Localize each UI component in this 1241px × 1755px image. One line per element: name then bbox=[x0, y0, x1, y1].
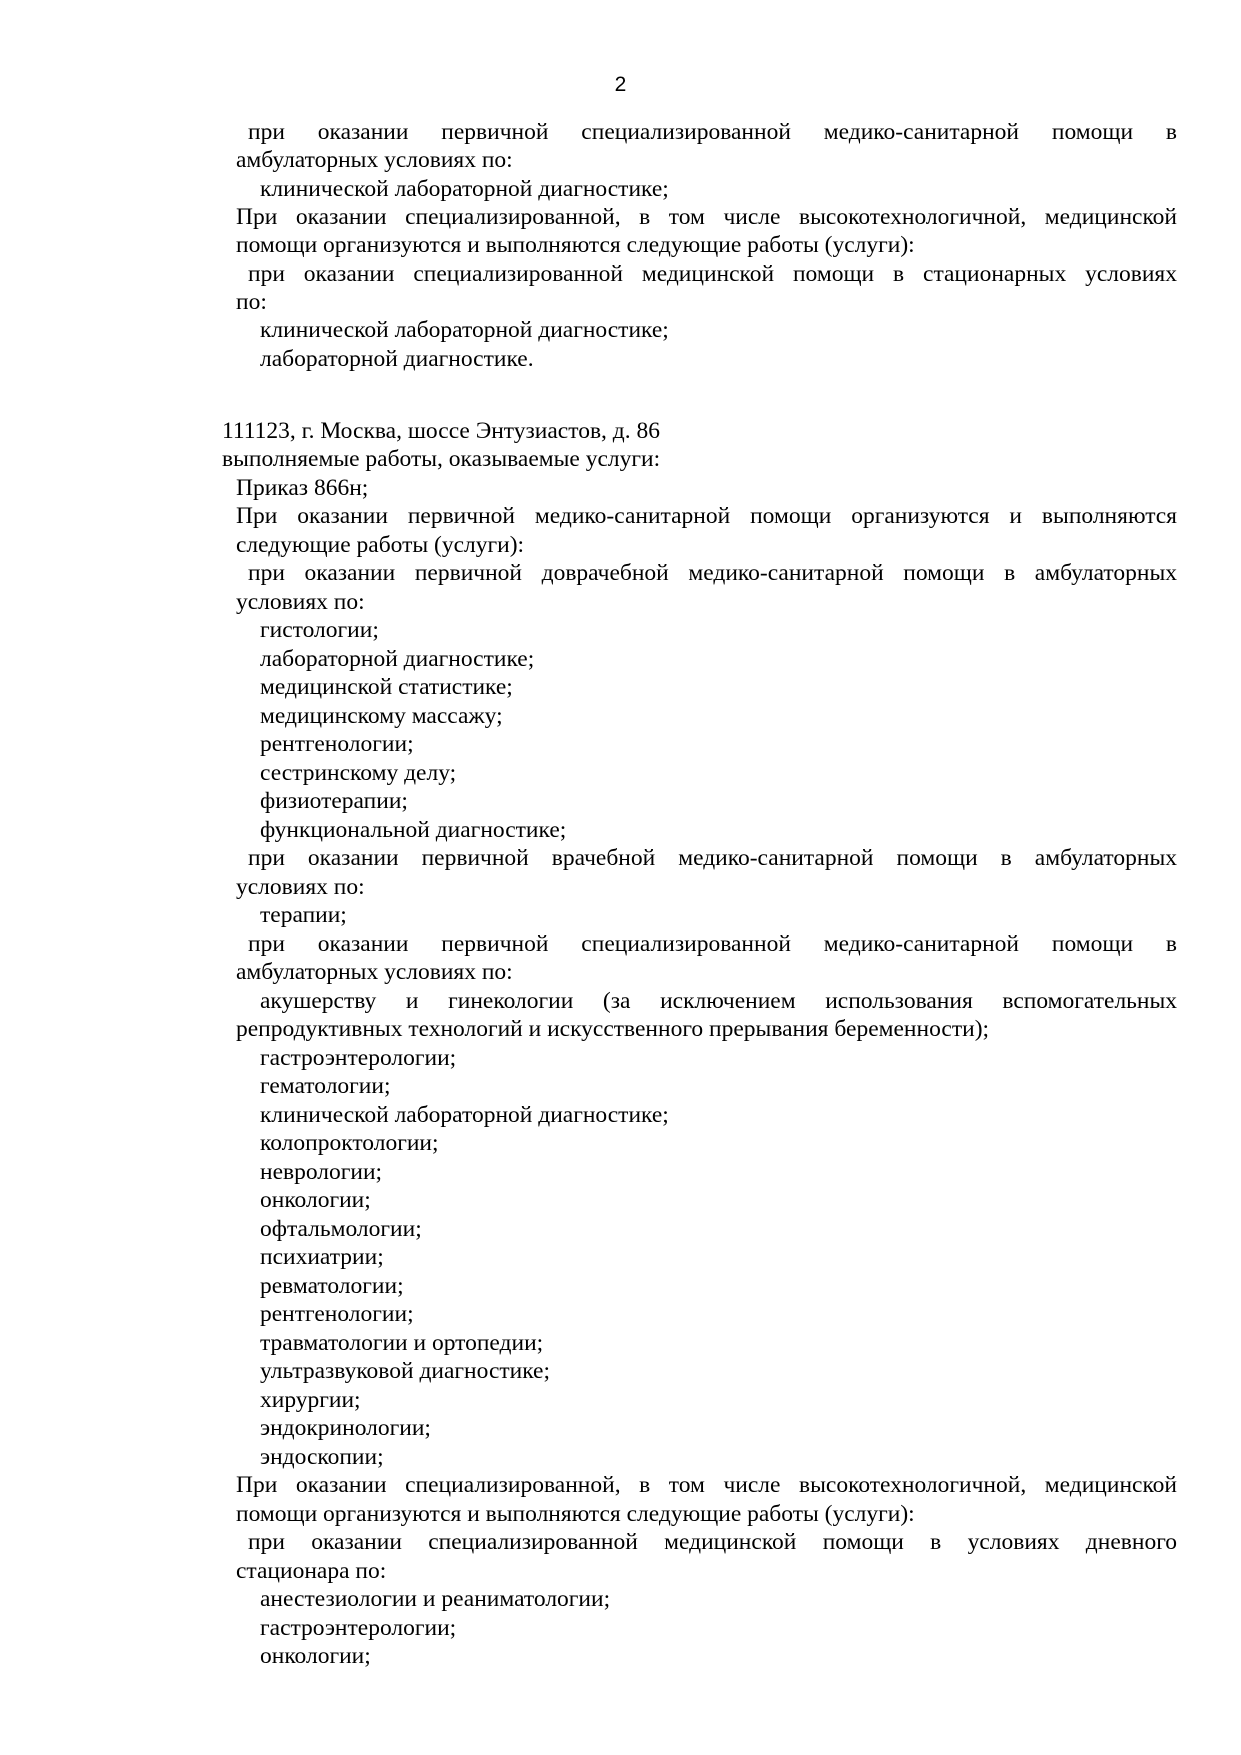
paragraph-line: условиях по: bbox=[236, 589, 365, 615]
list-item: рентгенологии; bbox=[260, 1301, 414, 1327]
list-item: медицинской статистике; bbox=[260, 674, 513, 700]
list-item: гематологии; bbox=[260, 1073, 391, 1099]
address: 111123, г. Москва, шоссе Энтузиастов, д. 86 bbox=[222, 418, 660, 444]
list-item: эндокринологии; bbox=[260, 1415, 431, 1441]
paragraph-line: следующие работы (услуги): bbox=[236, 532, 525, 558]
list-item: онкологии; bbox=[260, 1643, 371, 1669]
paragraph-line: при оказании специализированной медицинской помощи в стационарных условиях bbox=[248, 261, 1177, 287]
list-item: колопроктологии; bbox=[260, 1130, 439, 1156]
list-item: функциональной диагностике; bbox=[260, 817, 567, 843]
paragraph-line: при оказании первичной врачебной медико-санитарной помощи в амбулаторных bbox=[248, 845, 1177, 871]
list-item: офтальмологии; bbox=[260, 1216, 422, 1242]
paragraph-line: при оказании первичной специализированной медико-санитарной помощи в bbox=[248, 931, 1177, 957]
paragraph-line: при оказании первичной доврачебной медико-санитарной помощи в амбулаторных bbox=[248, 560, 1177, 586]
list-item: лабораторной диагностике. bbox=[260, 346, 534, 372]
list-item: физиотерапии; bbox=[260, 788, 408, 814]
paragraph-line: амбулаторных условиях по: bbox=[236, 147, 513, 173]
paragraph-line: условиях по: bbox=[236, 874, 365, 900]
order-reference: Приказ 866н; bbox=[236, 475, 369, 501]
list-item: сестринскому делу; bbox=[260, 760, 457, 786]
list-item: медицинскому массажу; bbox=[260, 703, 503, 729]
list-item: терапии; bbox=[260, 902, 347, 928]
list-item: ревматологии; bbox=[260, 1273, 404, 1299]
list-item: онкологии; bbox=[260, 1187, 371, 1213]
paragraph-line: стационара по: bbox=[236, 1558, 387, 1584]
works-label: выполняемые работы, оказываемые услуги: bbox=[222, 446, 661, 472]
list-item: эндоскопии; bbox=[260, 1444, 384, 1470]
list-item: акушерству и гинекологии (за исключением использования вспомогательных bbox=[260, 988, 1177, 1014]
list-item-continuation: репродуктивных технологий и искусственного прерывания беременности); bbox=[236, 1016, 990, 1042]
list-item: гистологии; bbox=[260, 617, 379, 643]
list-item: клинической лабораторной диагностике; bbox=[260, 176, 669, 202]
list-item: анестезиологии и реаниматологии; bbox=[260, 1586, 611, 1612]
paragraph-line: по: bbox=[236, 289, 267, 315]
list-item: гастроэнтерологии; bbox=[260, 1615, 457, 1641]
list-item: клинической лабораторной диагностике; bbox=[260, 1102, 669, 1128]
paragraph-line: При оказании первичной медико-санитарной помощи организуются и выполняются bbox=[236, 503, 1177, 529]
list-item: ультразвуковой диагностике; bbox=[260, 1358, 551, 1384]
list-item: клинической лабораторной диагностике; bbox=[260, 317, 669, 343]
list-item: рентгенологии; bbox=[260, 731, 414, 757]
paragraph-line: амбулаторных условиях по: bbox=[236, 959, 513, 985]
list-item: хирургии; bbox=[260, 1387, 361, 1413]
paragraph-line: помощи организуются и выполняются следующие работы (услуги): bbox=[236, 232, 915, 258]
paragraph-line: При оказании специализированной, в том числе высокотехнологичной, медицинской bbox=[236, 204, 1177, 230]
paragraph-line: при оказании специализированной медицинской помощи в условиях дневного bbox=[248, 1529, 1177, 1555]
page-number: 2 bbox=[614, 73, 627, 96]
list-item: психиатрии; bbox=[260, 1244, 384, 1270]
list-item: лабораторной диагностике; bbox=[260, 646, 535, 672]
paragraph-line: помощи организуются и выполняются следующие работы (услуги): bbox=[236, 1501, 915, 1527]
list-item: травматологии и ортопедии; bbox=[260, 1330, 544, 1356]
list-item: гастроэнтерологии; bbox=[260, 1045, 457, 1071]
paragraph-line: при оказании первичной специализированной медико-санитарной помощи в bbox=[248, 119, 1177, 145]
list-item: неврологии; bbox=[260, 1159, 383, 1185]
paragraph-line: При оказании специализированной, в том числе высокотехнологичной, медицинской bbox=[236, 1472, 1177, 1498]
